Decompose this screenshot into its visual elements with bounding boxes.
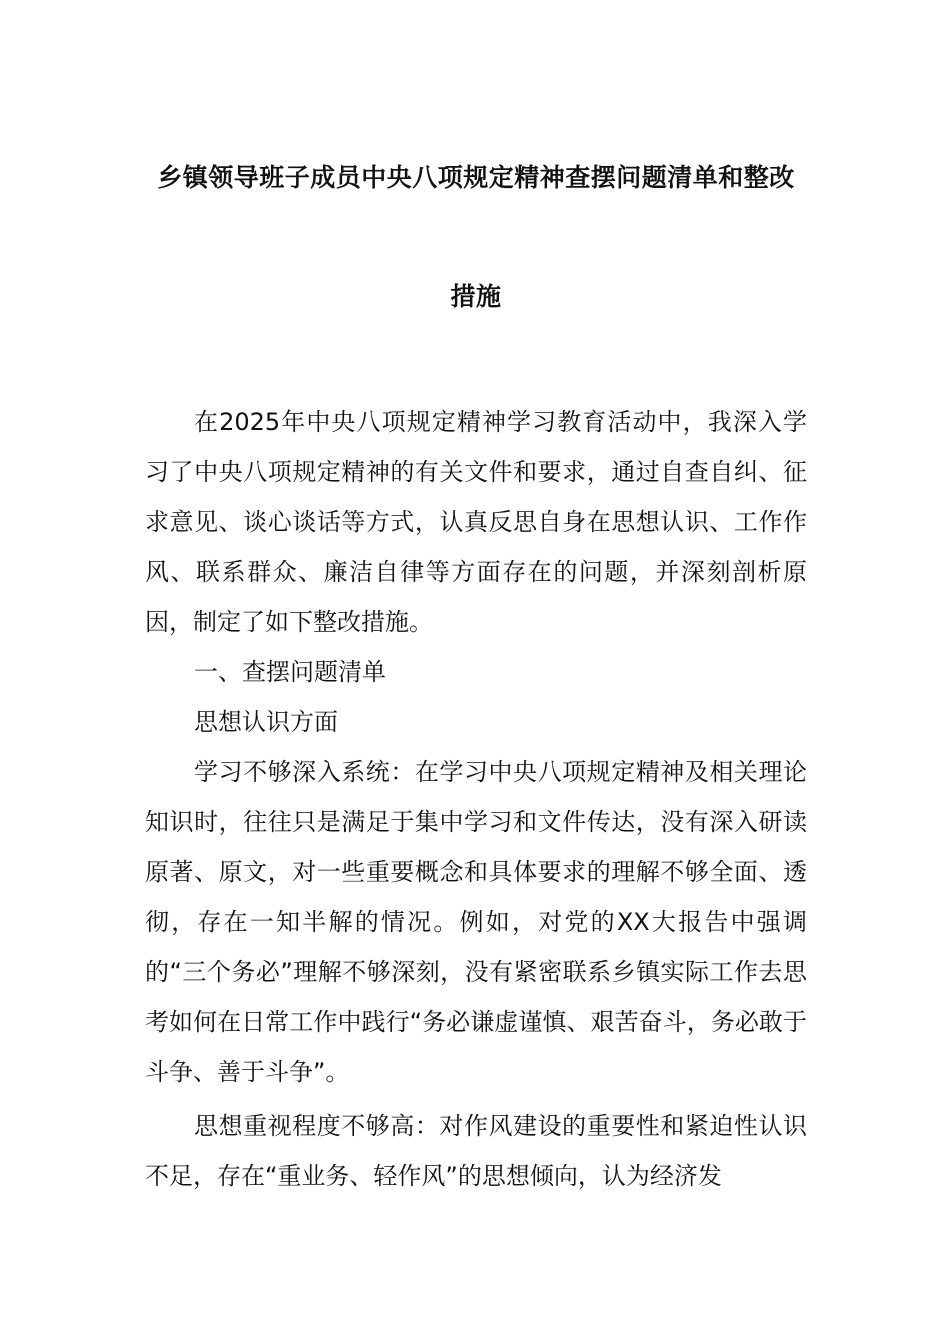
intro-paragraph: 在2025年中央八项规定精神学习教育活动中，我深入学习了中央八项规定精神的有关文件和要求，通过自查自纠、征求意见、谈心谈话等方式，认真反思自身在思想认识、工作作风、联系群众、廉洁自律等方面存在的问题，并深刻剖析原因，制定了如下整改措施。 [145,408,807,636]
document-title-line-1: 乡镇领导班子成员中央八项规定精神查摆问题清单和整改 [157,163,795,192]
issue-paragraph-attention: 思想重视程度不够高：对作风建设的重要性和紧迫性认识不足，存在“重业务、轻作风”的思想倾向，认为经济发 [145,1112,807,1190]
document-title-line-2: 措施 [450,282,502,311]
subsection-heading: 思想认识方面 [194,708,338,736]
issue-paragraph-study: 学习不够深入系统：在学习中央八项规定精神及相关理论知识时，往往只是满足于集中学习和文件传达，没有深入研读原著、原文，对一些重要概念和具体要求的理解不够全面、透彻，存在一知半解的情况。例如，对党的XX大报告中强调的“三个务必”理解不够深刻，没有紧密联系乡镇实际工作去思考如何在日常工作中践行“务必谦虚谨慎、艰苦奋斗，务必敢于斗争、善于斗争”。 [145,758,807,1086]
section-heading: 一、查摆问题清单 [194,658,386,686]
document-body [145,397,807,1201]
